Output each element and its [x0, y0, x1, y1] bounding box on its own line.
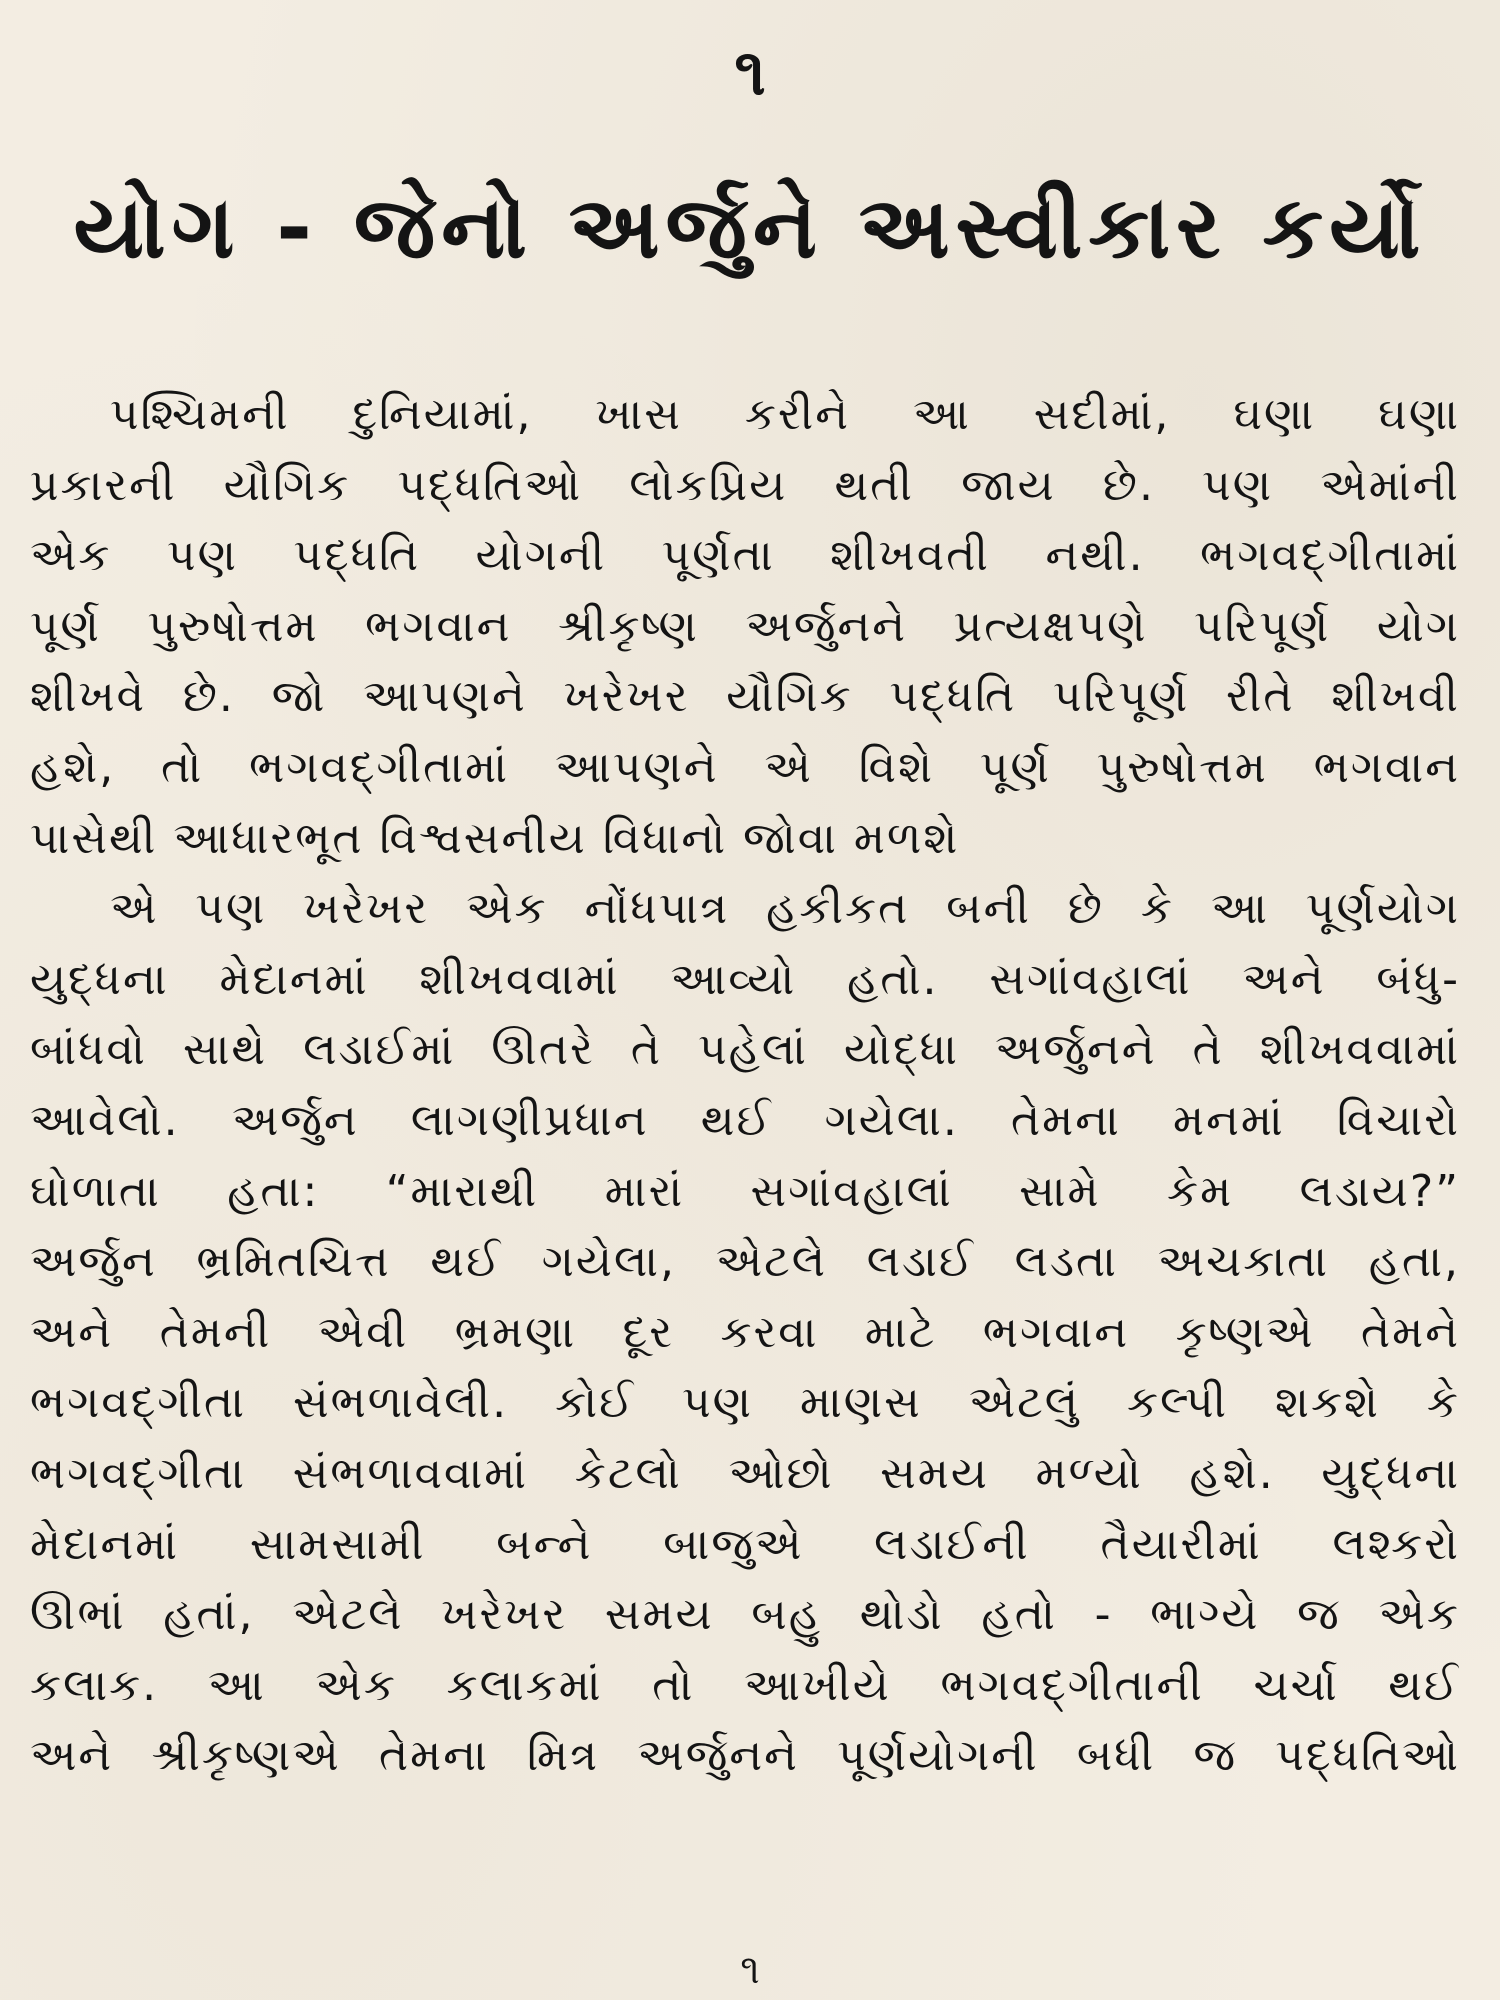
paragraph-line: યુદ્ધના મેદાનમાં શીખવવામાં આવ્યો હતો. સગાંવહાલાં અને બંધુ-	[30, 953, 1460, 1005]
paragraph-line: પાસેથી આધારભૂત વિશ્વસનીય વિધાનો જોવા મળશે	[30, 812, 960, 864]
paragraph-line: શીખવે છે. જો આપણને ખરેખર યૌગિક પદ્ધતિ પરિપૂર્ણ રીતે શીખવી	[30, 671, 1460, 723]
paragraph-line: એક પણ પદ્ધતિ યોગની પૂર્ણતા શીખવતી નથી. ભગવદ્ગીતામાં	[30, 530, 1460, 582]
paragraph-line: ઊભાં હતાં, એટલે ખરેખર સમય બહુ થોડો હતો - ભાગ્યે જ એક	[30, 1589, 1460, 1641]
paragraph-line: બાંધવો સાથે લડાઈમાં ઊતરે તે પહેલાં યોદ્ધા અર્જુનને તે શીખવવામાં	[30, 1024, 1460, 1076]
paragraph-line: પ્રકારની યૌગિક પદ્ધતિઓ લોકપ્રિય થતી જાય છે. પણ એમાંની	[30, 459, 1460, 511]
paragraph-line: અને તેમની એવી ભ્રમણા દૂર કરવા માટે ભગવાન કૃષ્ણએ તેમને	[30, 1306, 1460, 1358]
paragraph-line: અર્જુન ભ્રમિતચિત્ત થઈ ગયેલા, એટલે લડાઈ લડતા અચકાતા હતા,	[30, 1236, 1460, 1288]
page-number: ૧	[740, 1947, 760, 1993]
paragraph-line: ભગવદ્ગીતા સંભળાવેલી. કોઈ પણ માણસ એટલું કલ્પી શકશે કે	[30, 1377, 1460, 1429]
paragraph-line: કલાક. આ એક કલાકમાં તો આખીયે ભગવદ્ગીતાની ચર્ચા થઈ	[30, 1659, 1460, 1711]
paragraph-line: અને શ્રીકૃષ્ણએ તેમના મિત્ર અર્જુનને પૂર્ણયોગની બધી જ પદ્ધતિઓ	[30, 1730, 1460, 1782]
paragraph-line: હશે, તો ભગવદ્ગીતામાં આપણને એ વિશે પૂર્ણ પુરુષોત્તમ ભગવાન	[30, 741, 1460, 793]
chapter-number: ૧	[734, 36, 766, 110]
paragraph-line: ભગવદ્ગીતા સંભળાવવામાં કેટલો ઓછો સમય મળ્યો હશે. યુદ્ધના	[30, 1447, 1460, 1499]
paragraph-line: ઘોળાતા હતા: “મારાથી મારાં સગાંવહાલાં સામે કેમ લડાય?”	[30, 1165, 1460, 1217]
chapter-title: યોગ - જેનો અર્જુને અસ્વીકાર કર્યો	[73, 178, 1427, 278]
paragraph-line: આવેલો. અર્જુન લાગણીપ્રધાન થઈ ગયેલા. તેમના મનમાં વિચારો	[30, 1094, 1460, 1146]
paragraph-line: એ પણ ખરેખર એક નોંધપાત્ર હકીકત બની છે કે આ પૂર્ણયોગ	[110, 883, 1460, 935]
body-text	[30, 380, 1460, 1792]
paragraph-line: પશ્ચિમની દુનિયામાં, ખાસ કરીને આ સદીમાં, ઘણા ઘણા	[110, 389, 1460, 440]
paragraph-line: મેદાનમાં સામસામી બન્ને બાજુએ લડાઈની તૈયારીમાં લશ્કરો	[30, 1518, 1460, 1570]
paragraph-line: પૂર્ણ પુરુષોત્તમ ભગવાન શ્રીકૃષ્ણ અર્જુનને પ્રત્યક્ષપણે પરિપૂર્ણ યોગ	[30, 600, 1460, 652]
